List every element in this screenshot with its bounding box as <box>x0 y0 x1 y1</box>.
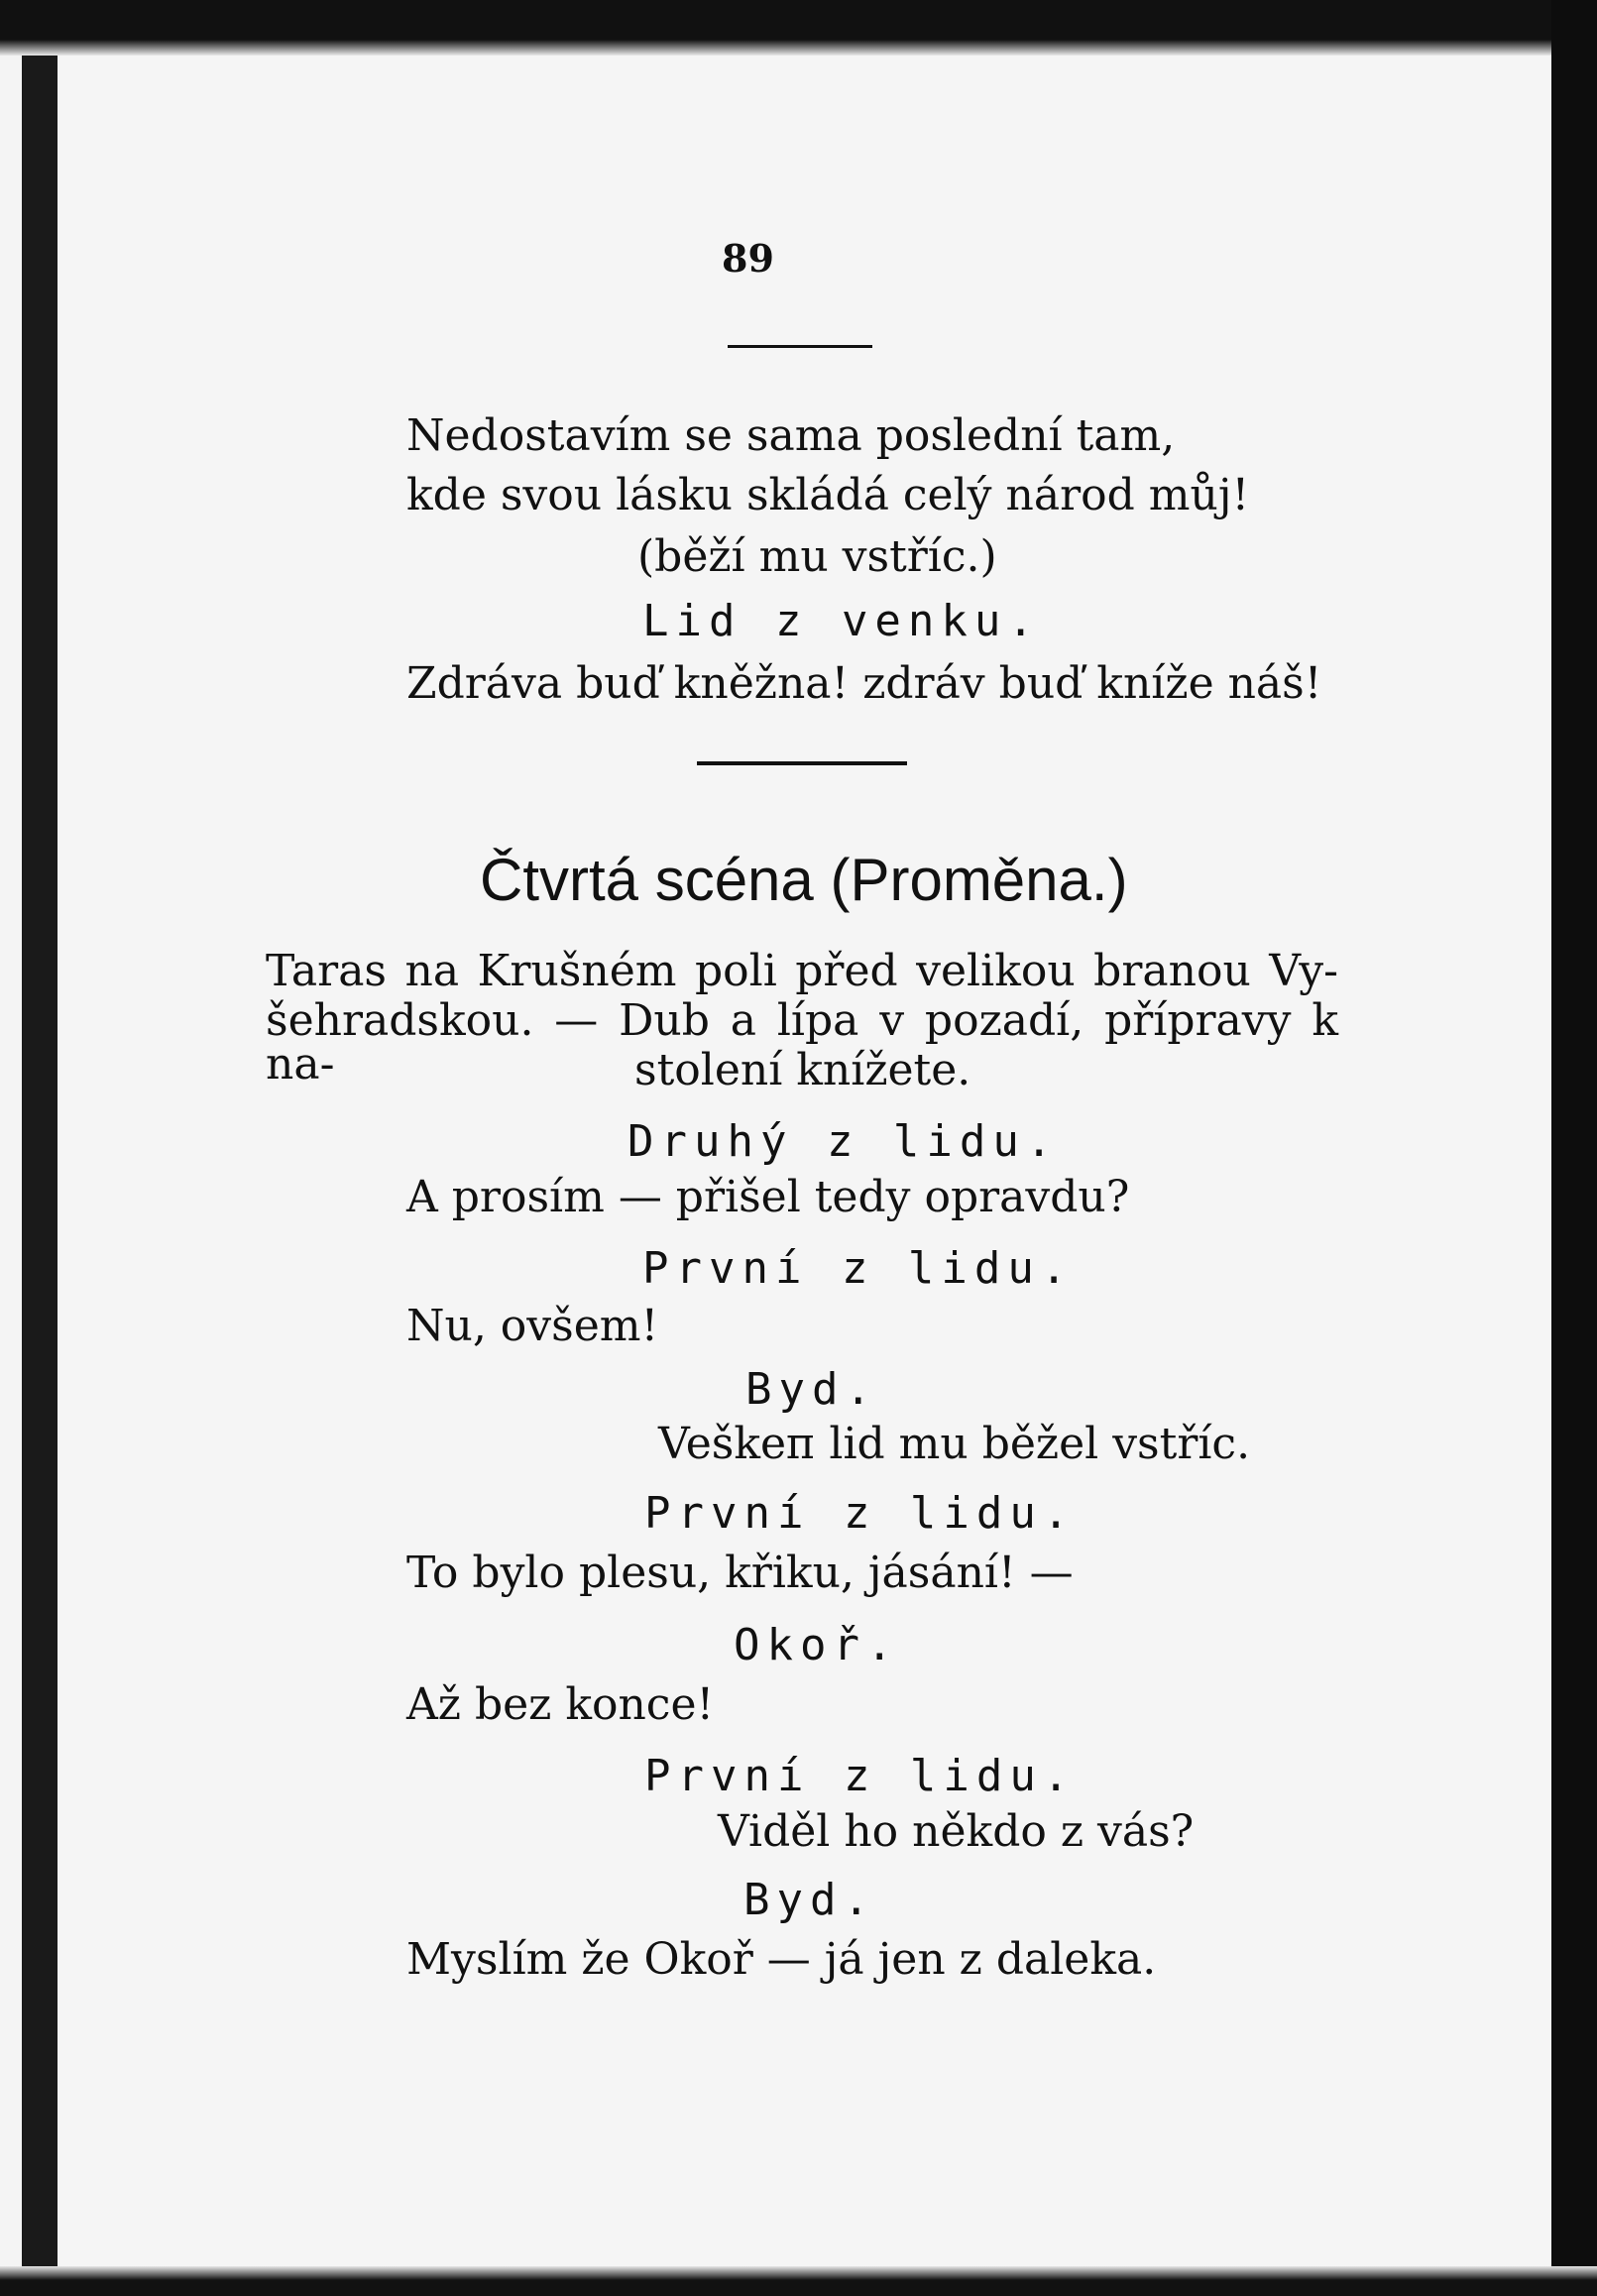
stage-direction-inline: (běží mu vstříc.) <box>637 531 997 582</box>
dialogue-line: Nu, ovšem! <box>406 1301 659 1351</box>
scene-divider <box>697 761 907 765</box>
page-number-rule <box>728 345 872 348</box>
dialogue-line: Až bez konce! <box>406 1679 715 1730</box>
dialogue-line: Viděl ho někdo z vás? <box>718 1806 1195 1857</box>
dialogue-line: Myslím že Okoř — já jen z daleka. <box>406 1934 1157 1985</box>
scene-direction-line-2: šehradskou. — Dub a lípa v pozadí, přípravy k na- <box>266 995 1338 1090</box>
scene-title: Čtvrtá scéna (Proměna.) <box>480 847 1128 913</box>
scene-direction-line-3: stolení knížete. <box>634 1045 971 1095</box>
speaker-label: Lid z venku. <box>642 596 1041 646</box>
speaker-label: Byd. <box>745 1364 878 1415</box>
scan-top-edge <box>0 0 1597 56</box>
speaker-label: Okoř. <box>734 1620 900 1670</box>
verse-line-2: kde svou lásku skládá celý národ můj! <box>406 470 1250 520</box>
verse-line-5: Zdráva buď kněžna! zdráv buď kníže náš! <box>406 658 1322 709</box>
dialogue-line: To bylo plesu, křiku, jásání! — <box>406 1548 1074 1598</box>
scan-left-edge <box>0 0 57 2296</box>
speaker-label: První z lidu. <box>644 1488 1077 1539</box>
speaker-label: Byd. <box>743 1875 876 1925</box>
dialogue-line: A prosím — přišel tedy opravdu? <box>406 1172 1130 1222</box>
verse-line-1: Nedostavím se sama poslední tam, <box>406 410 1176 461</box>
page-number: 89 <box>722 236 774 281</box>
speaker-label: První z lidu. <box>642 1243 1075 1294</box>
scene-direction-line-1: Taras na Krušném poli před velikou branou Vy- <box>266 946 1338 996</box>
speaker-label: První z lidu. <box>644 1751 1077 1801</box>
scan-right-edge <box>1551 0 1597 2296</box>
speaker-label: Druhý z lidu. <box>627 1116 1060 1167</box>
dialogue-line: Veškeп lid mu běžel vstříc. <box>658 1419 1251 1469</box>
scan-bottom-edge <box>0 2266 1597 2296</box>
